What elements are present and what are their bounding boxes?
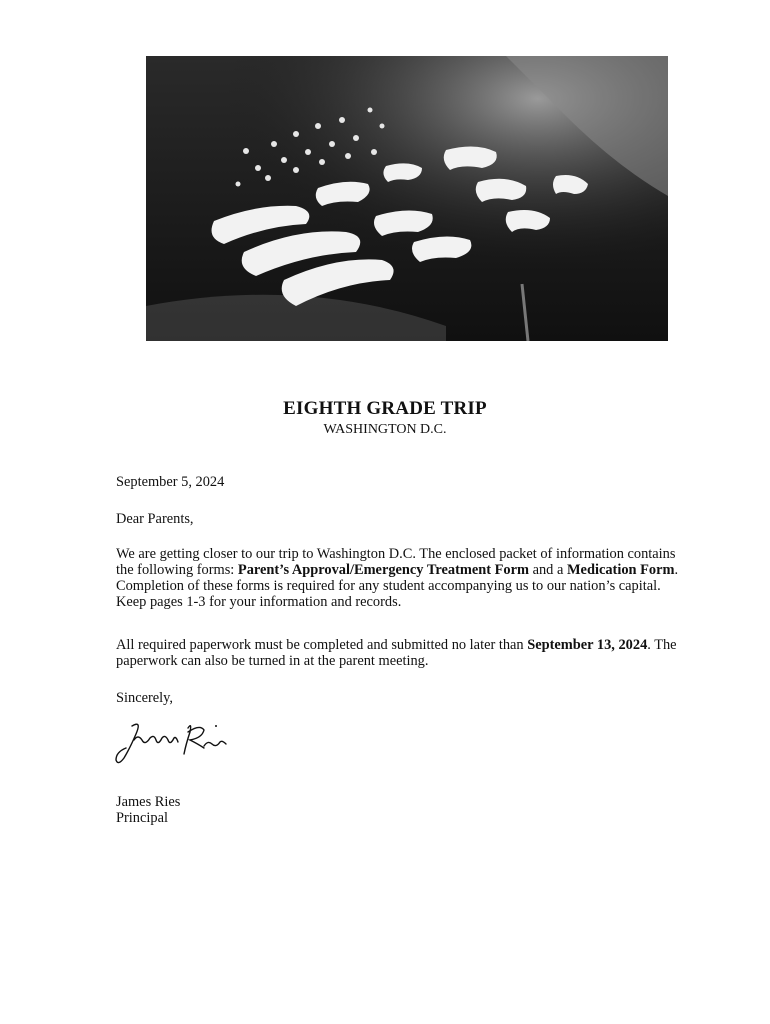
body-paragraph-1 <box>116 546 686 610</box>
para2-text-1: All required paperwork must be completed and submitted no later than <box>116 637 528 653</box>
handwritten-signature <box>112 718 232 770</box>
flag-photo <box>146 56 668 341</box>
salutation: Dear Parents, <box>116 511 194 527</box>
para1-text-3: . Completion of these forms is required for any student accompanying us to our nation’s capital. Keep pages 1-3 for your information and records. <box>116 562 679 610</box>
letter-date: September 5, 2024 <box>116 474 225 490</box>
closing: Sincerely, <box>116 690 174 706</box>
para1-text-1: We are getting closer to our trip to Washington D.C. The enclosed packet of information contains the following forms: <box>116 546 676 578</box>
letter-subtitle: WASHINGTON D.C. <box>323 422 447 437</box>
para2-bold-deadline: September 13, 2024 <box>527 637 648 653</box>
para1-bold-medication-form: Medication Form <box>566 562 675 578</box>
letter-header <box>0 398 770 439</box>
letter-title: EIGHTH GRADE TRIP <box>283 398 487 419</box>
signer-name: James Ries <box>116 794 181 810</box>
para1-text-2: and a <box>529 562 567 578</box>
signer-block <box>116 794 686 826</box>
para2-text-2: . The paperwork can also be turned in at the parent meeting. <box>116 637 677 669</box>
body-paragraph-2 <box>116 637 686 669</box>
para1-bold-approval-form: Parent’s Approval/Emergency Treatment Form <box>237 562 529 578</box>
signer-title: Principal <box>116 810 168 826</box>
